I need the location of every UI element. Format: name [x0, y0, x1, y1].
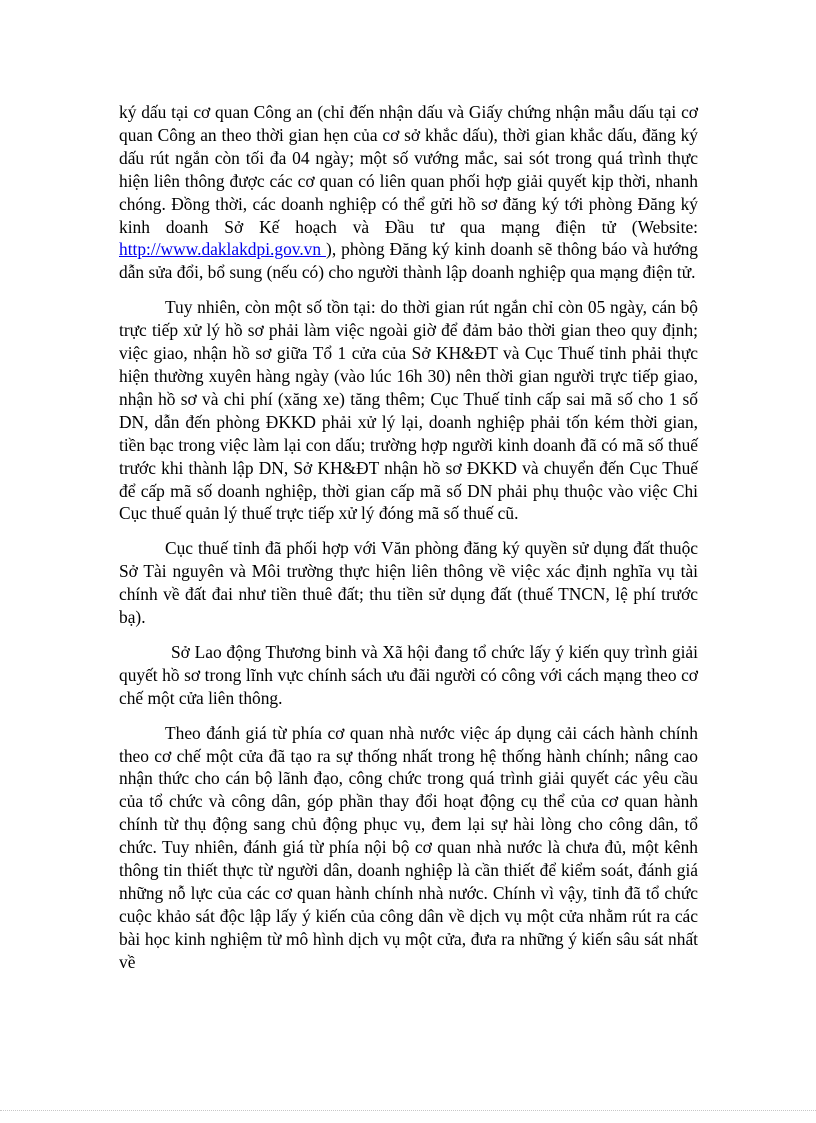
- paragraph-3: Cục thuế tỉnh đã phối hợp với Văn phòng đăng ký quyền sử dụng đất thuộc Sở Tài nguyên và Môi trường thực hiện liên thông về việc xác định nghĩa vụ tài chính về đất đai như tiền thuê đất; thu tiền sử dụng đất (thuế TNCN, lệ phí trước bạ).: [119, 538, 698, 628]
- paragraph-1-text-after-link: ), phòng Đăng ký kinh doanh sẽ thông báo và hướng dẫn sửa đổi, bổ sung (nếu có) cho người thành lập doanh nghiệp qua mạng điện tử.: [119, 239, 698, 283]
- paragraph-1: [119, 101, 698, 284]
- paragraph-2: Tuy nhiên, còn một số tồn tại: do thời gian rút ngắn chỉ còn 05 ngày, cán bộ trực tiếp xử lý hồ sơ phải làm việc ngoài giờ để đảm bảo thời gian theo quy định; việc giao, nhận hồ sơ giữa Tổ 1 cửa của Sở KH&ĐT và Cục Thuế tỉnh phải thực hiện thường xuyên hàng ngày (vào lúc 16h 30) nên thời gian người trực tiếp giao, nhận hồ sơ và chi phí (xăng xe) tăng thêm; Cục Thuế tỉnh cấp sai mã số cho 1 số DN, dẫn đến phòng ĐKKD phải xử lý lại, doanh nghiệp phải tốn kém thời gian, tiền bạc trong việc làm lại con dấu; trường hợp người kinh doanh đã có mã số thuế trước khi thành lập DN, Sở KH&ĐT nhận hồ sơ ĐKKD và chuyển đến Cục Thuế để cấp mã số doanh nghiệp, thời gian cấp mã số DN phải phụ thuộc vào việc Chi Cục thuế quản lý thuế trực tiếp xử lý đóng mã số thuế cũ.: [119, 297, 698, 524]
- paragraph-5: Theo đánh giá từ phía cơ quan nhà nước việc áp dụng cải cách hành chính theo cơ chế một cửa đã tạo ra sự thống nhất trong hệ thống hành chính; nâng cao nhận thức cho cán bộ lãnh đạo, công chức trong quá trình giải quyết các yêu cầu của tổ chức và công dân, góp phần thay đổi hoạt động cụ thể của cơ quan hành chính từ thụ động sang chủ động phục vụ, đem lại sự hài lòng cho công dân, tổ chức. Tuy nhiên, đánh giá từ phía nội bộ cơ quan nhà nước là chưa đủ, một kênh thông tin thiết thực từ người dân, doanh nghiệp là cần thiết để kiểm soát, đánh giá những nỗ lực của các cơ quan hành chính nhà nước. Chính vì vậy, tỉnh đã tổ chức cuộc khảo sát độc lập lấy ý kiến của công dân về dịch vụ một cửa nhằm rút ra các bài học kinh nghiệm từ mô hình dịch vụ một cửa, đưa ra những ý kiến sâu sát nhất về: [119, 722, 698, 972]
- website-link[interactable]: http://www.daklakdpi.gov.vn: [119, 239, 327, 260]
- paragraph-4: Sở Lao động Thương binh và Xã hội đang tổ chức lấy ý kiến quy trình giải quyết hồ sơ trong lĩnh vực chính sách ưu đãi người có công với cách mạng theo cơ chế một cửa liên thông.: [119, 641, 698, 708]
- page-bottom-divider: [0, 1110, 816, 1111]
- paragraph-1-text-before-link: ký dấu tại cơ quan Công an (chỉ đến nhận dấu và Giấy chứng nhận mẫu dấu tại cơ quan Công an theo thời gian hẹn của cơ sở khắc dấu), thời gian khắc dấu, đăng ký dấu rút ngắn còn tối đa 04 ngày; một số vướng mắc, sai sót trong quá trình thực hiện liên thông được các cơ quan có liên quan phối hợp giải quyết kịp thời, nhanh chóng. Đồng thời, các doanh nghiệp có thể gửi hồ sơ đăng ký tới phòng Đăng ký kinh doanh Sở Kế hoạch và Đầu tư qua mạng điện tử (Website:: [119, 102, 698, 237]
- document-body: [119, 101, 698, 986]
